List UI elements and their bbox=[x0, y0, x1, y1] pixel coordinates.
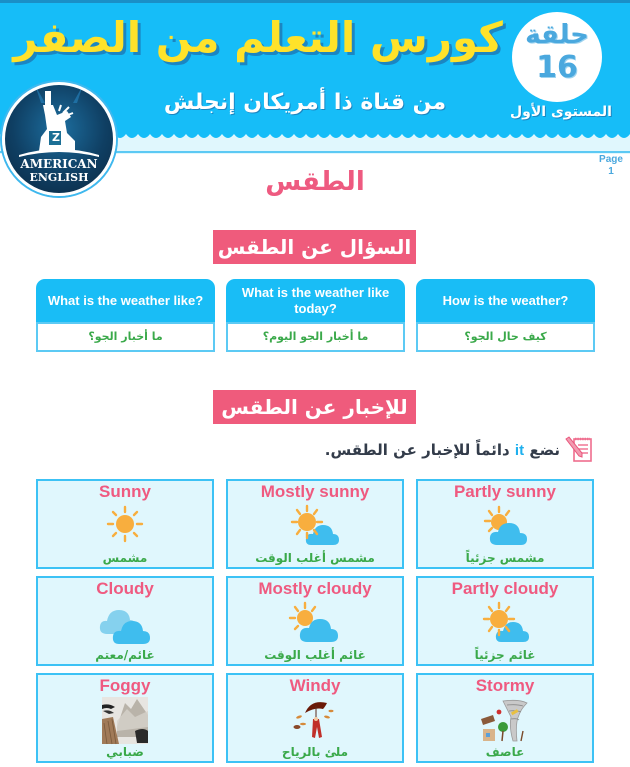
question-english: What is the weather like? bbox=[36, 279, 215, 322]
question-card bbox=[416, 279, 595, 352]
windy-umbrella-icon bbox=[285, 697, 345, 745]
weather-english: Mostly sunny bbox=[260, 482, 370, 501]
weather-english: Sunny bbox=[99, 482, 151, 501]
weather-arabic: غائم أغلب الوقت bbox=[264, 648, 366, 662]
note-text-after: دائماً للإخبار عن الطقس. bbox=[324, 441, 510, 459]
weather-arabic: مشمس أغلب الوقت bbox=[255, 551, 375, 565]
mostly-cloudy-icon bbox=[285, 600, 345, 648]
usage-note bbox=[300, 436, 560, 465]
note-highlight-it: it bbox=[514, 442, 525, 459]
note-text-before: نضع bbox=[529, 441, 560, 459]
weather-english: Foggy bbox=[99, 676, 151, 695]
weather-english: Mostly cloudy bbox=[258, 579, 372, 598]
weather-arabic: مشمس جزئياً bbox=[465, 551, 545, 565]
logo-text-american: AMERICAN bbox=[20, 157, 98, 171]
question-english: What is the weather like today? bbox=[226, 279, 405, 322]
weather-card-partly-cloudy bbox=[416, 576, 594, 666]
question-card bbox=[36, 279, 215, 352]
episode-badge bbox=[512, 12, 602, 102]
weather-card-stormy bbox=[416, 673, 594, 763]
cloud-icon bbox=[95, 600, 155, 648]
tornado-icon bbox=[475, 697, 535, 745]
weather-arabic: غائم/معتم bbox=[95, 648, 155, 662]
partly-cloudy-icon bbox=[475, 600, 535, 648]
weather-english: Partly cloudy bbox=[451, 579, 559, 598]
weather-card-mostly-cloudy bbox=[226, 576, 404, 666]
weather-english: Stormy bbox=[475, 676, 535, 695]
partly-sunny-icon bbox=[475, 503, 535, 551]
weather-card-foggy bbox=[36, 673, 214, 763]
weather-english: Partly sunny bbox=[453, 482, 557, 501]
question-card bbox=[226, 279, 405, 352]
section-heading-tell: للإخبار عن الطقس bbox=[213, 390, 416, 424]
question-arabic: ما أخبار الجو؟ bbox=[36, 322, 215, 352]
page-indicator bbox=[594, 154, 628, 178]
mostly-sunny-icon bbox=[285, 503, 345, 551]
weather-arabic: ملئ بالرياح bbox=[281, 745, 349, 759]
notepad-pencil-icon bbox=[563, 434, 595, 466]
weather-english: Windy bbox=[289, 676, 341, 695]
weather-card-mostly-sunny bbox=[226, 479, 404, 569]
episode-number: 16 bbox=[536, 50, 578, 85]
weather-arabic: غائم جزئياً bbox=[474, 648, 536, 662]
page-label: Page bbox=[599, 154, 623, 165]
sun-icon bbox=[95, 503, 155, 551]
weather-card-sunny bbox=[36, 479, 214, 569]
question-english: How is the weather? bbox=[416, 279, 595, 322]
section-heading-ask: السؤال عن الطقس bbox=[213, 230, 416, 264]
question-arabic: كيف حال الجو؟ bbox=[416, 322, 595, 352]
weather-card-partly-sunny bbox=[416, 479, 594, 569]
course-title: كورس التعلم من الصفر bbox=[13, 13, 503, 62]
course-subtitle: من قناة ذا أمريكان إنجلش bbox=[163, 90, 447, 115]
weather-card-cloudy bbox=[36, 576, 214, 666]
foggy-mountain-icon bbox=[95, 697, 155, 745]
weather-arabic: مشمس bbox=[102, 551, 148, 565]
logo-letter: Z bbox=[52, 131, 60, 144]
page-title: الطقس bbox=[265, 167, 365, 197]
weather-card-windy bbox=[226, 673, 404, 763]
question-arabic: ما أخبار الجو اليوم؟ bbox=[226, 322, 405, 352]
level-label: المستوى الأول bbox=[510, 104, 612, 120]
weather-arabic: عاصف bbox=[485, 745, 525, 759]
logo-text-english: ENGLISH bbox=[29, 171, 89, 184]
episode-label: حلقة bbox=[525, 20, 589, 50]
american-english-logo bbox=[2, 82, 116, 196]
weather-english: Cloudy bbox=[96, 579, 154, 598]
page-number: 1 bbox=[608, 166, 614, 177]
weather-arabic: ضبابي bbox=[106, 745, 144, 759]
